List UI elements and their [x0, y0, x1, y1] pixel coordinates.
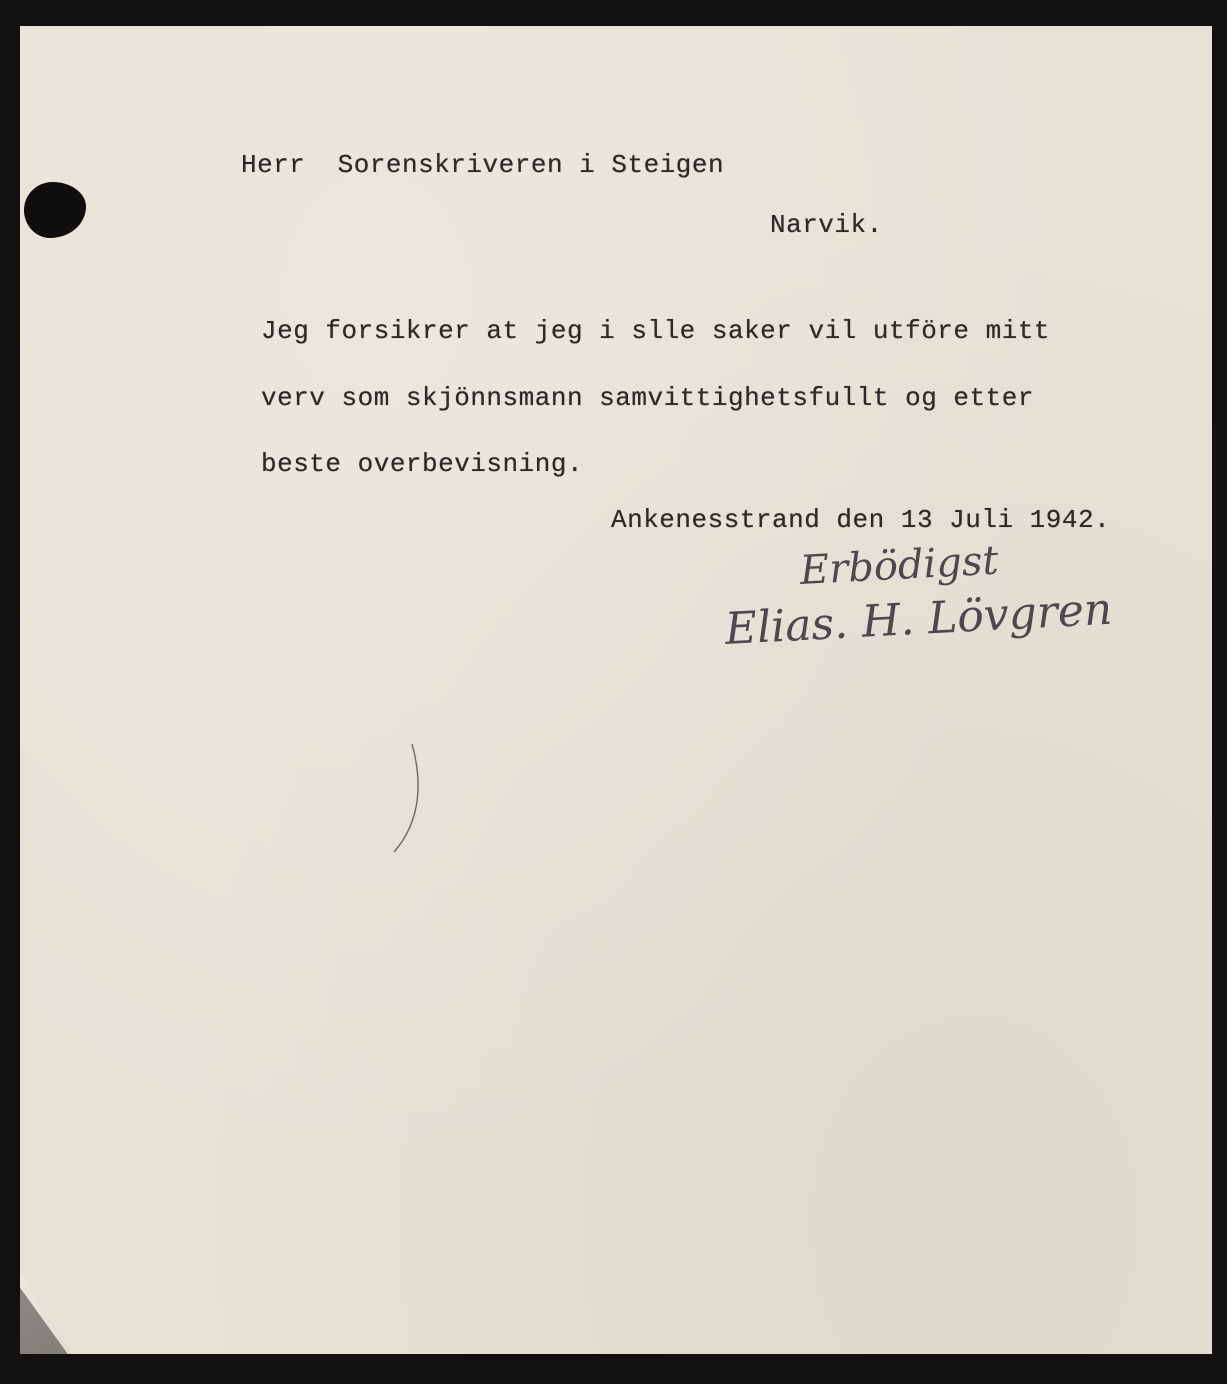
- body-line-2: verv som skjönnsmann samvittighetsfullt og etter: [261, 383, 1034, 413]
- date-line: Ankenesstrand den 13 Juli 1942.: [611, 505, 1111, 535]
- body-line-1: Jeg forsikrer at jeg i slle saker vil utföre mitt: [261, 316, 1051, 346]
- signature: Elias. H. Lövgren: [723, 583, 1114, 655]
- body-line-3: beste overbevisning.: [261, 449, 584, 479]
- pen-stroke-mark: [388, 740, 428, 860]
- closing-handwritten: Erbödigst: [798, 537, 1000, 594]
- recipient-line: Herr Sorenskriveren i Steigen: [241, 150, 725, 180]
- paper-sheet: [20, 26, 1212, 1354]
- recipient-city: Narvik.: [770, 210, 883, 240]
